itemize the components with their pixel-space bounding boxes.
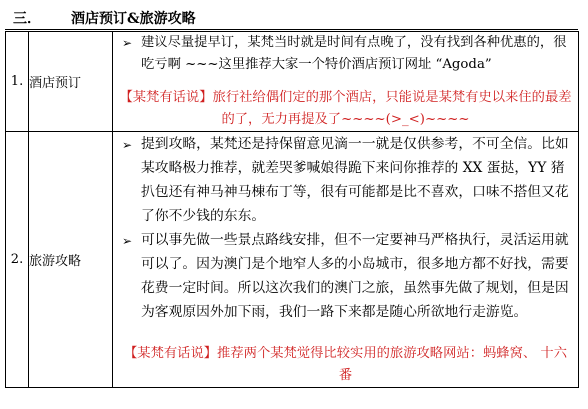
bullet-text: 可以事先做一些景点路线安排，但不一定要神马严格执行，灵活运用就可以了。因为澳门是个地窄人多的小岛城市，很多地方都不好找，需要花费一定时间。所以这次我们的澳门之旅，虽然事先做了规划，但是因为客观原因外加下雨，我们一路下来都是随心所欲地行走游览。 (141, 232, 569, 320)
row-content (113, 132, 579, 388)
list-item (113, 228, 578, 324)
section-heading (13, 10, 196, 28)
arrow-bullet-icon: ➢ (122, 36, 133, 50)
section-number: 三． (13, 11, 41, 27)
info-table (5, 31, 579, 388)
bullet-text: 建议尽量提早订，某梵当时就是时间有点晚了，没有找到各种优惠的，很吃亏啊 ~~~这里推荐大家一个特价酒店预订网址 “Agoda” (141, 35, 567, 72)
section-title: 酒店预订&旅游攻略 (71, 11, 196, 27)
list-item (113, 32, 578, 76)
table-row-travel (6, 132, 579, 388)
row-label: 酒店预订 (29, 32, 113, 132)
row-label: 旅游攻略 (29, 132, 113, 388)
row-content (113, 32, 579, 132)
author-note: 【某梵有话说】旅行社给偶们定的那个酒店，只能说是某梵有史以来住的最差的了，无力再提及了~~~~(>_<)~~~~ (119, 90, 572, 127)
arrow-bullet-icon: ➢ (122, 234, 133, 248)
row-number: 1. (6, 32, 29, 132)
list-item (113, 132, 578, 228)
author-note: 【某梵有话说】推荐两个某梵觉得比较实用的旅游攻略网站：蚂蜂窝、 十六番 (123, 346, 568, 383)
heading-divider (5, 29, 578, 30)
table-row-hotel (6, 32, 579, 132)
bullet-text: 提到攻略，某梵还是持保留意见滴一一就是仅供参考，不可全信。比如某攻略极力推荐，就差哭爹喊娘得跪下来问你推荐的 XX 蛋挞，YY 猪扒包还有神马神马棟布丁等，很有可能都是比不喜欢，口味不搭但又花了你不少钱的东东。 (141, 136, 569, 224)
arrow-bullet-icon: ➢ (122, 138, 133, 152)
row-number: 2. (6, 132, 29, 388)
